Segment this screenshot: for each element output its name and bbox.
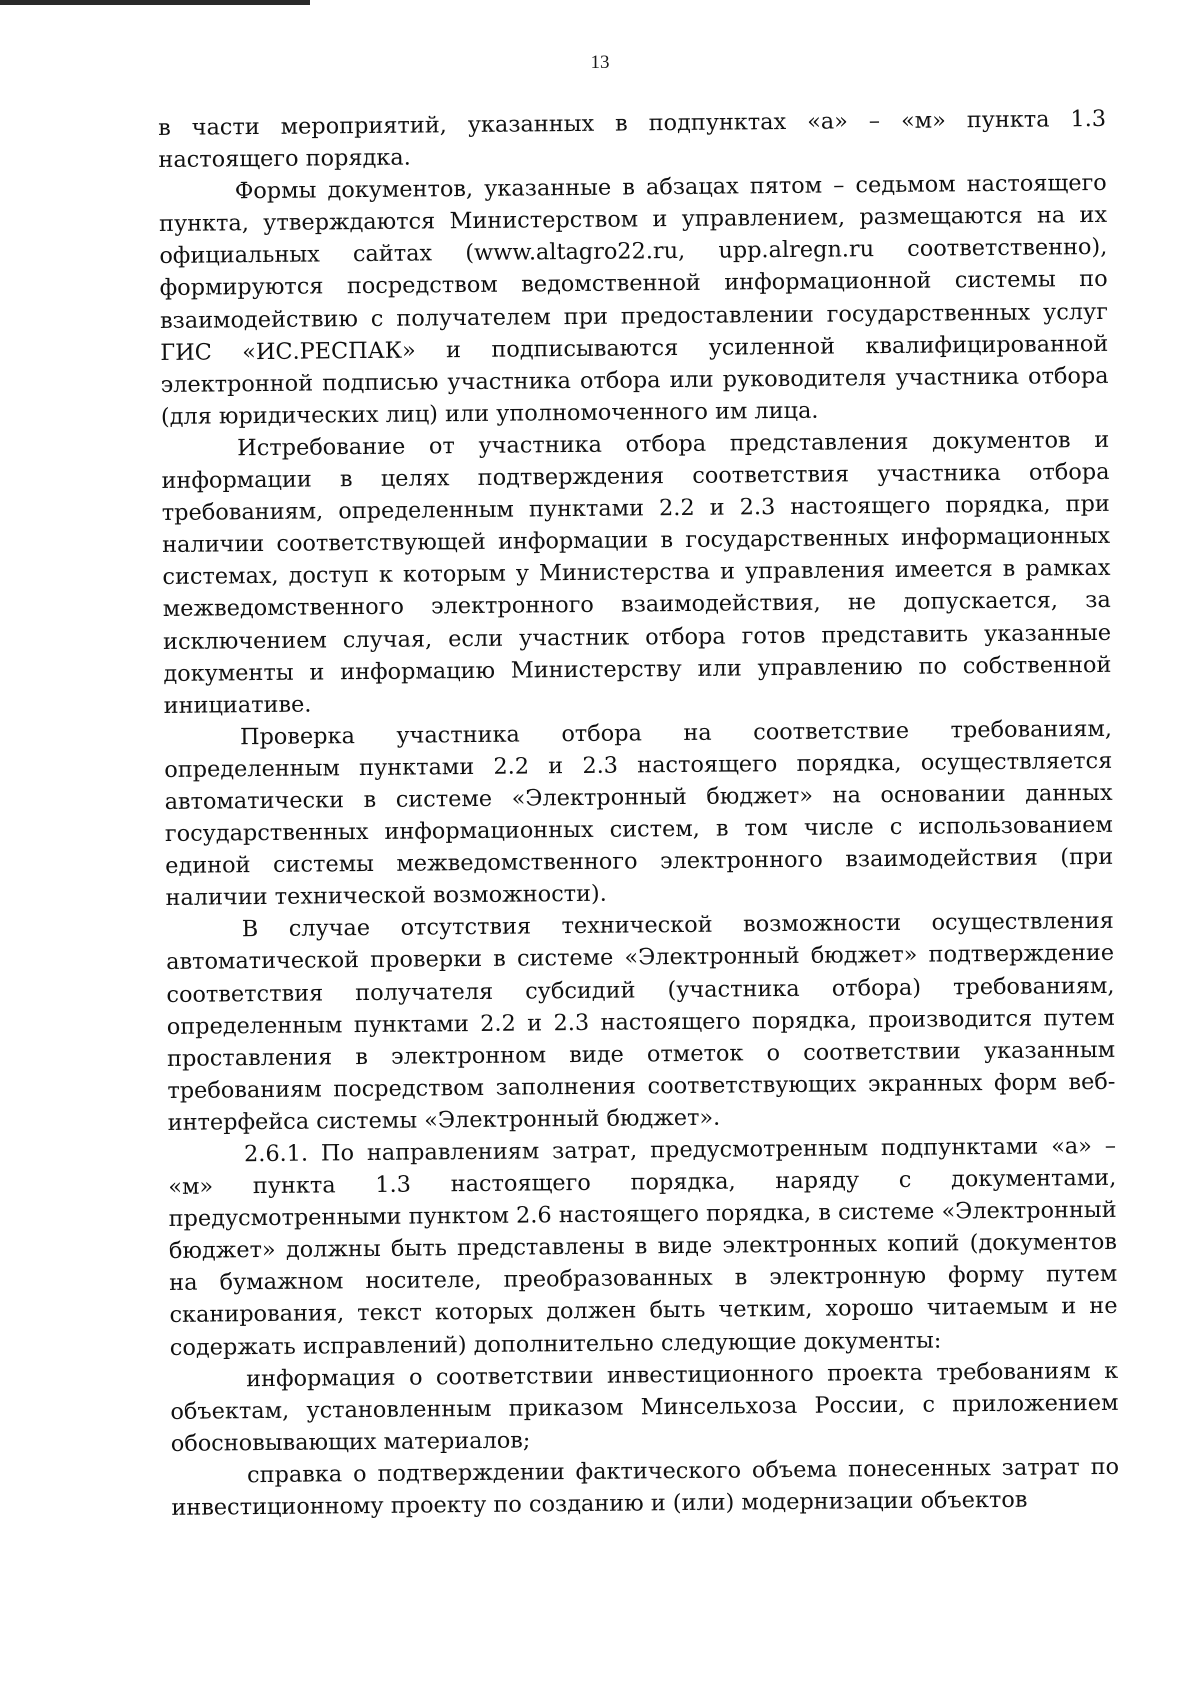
list-item-cost-certificate: справка о подтверждении фактического объема понесенных затрат по инвестиционному проекту по созданию и (или) модернизации объектов xyxy=(171,1453,1120,1521)
paragraph-continuation: в части мероприятий, указанных в подпунктах «а» – «м» пункта 1.3 настоящего порядка. xyxy=(158,105,1107,174)
list-item-compliance-info: информация о соответствии инвестиционного проекта требованиям к объектам, установленным приказом Минсельхоза России, с приложением обосновывающих материалов; xyxy=(170,1357,1119,1457)
paragraph-automatic-check: Проверка участника отбора на соответствие требованиям, определенным пунктами 2.2 и 2.3 настоящего порядка, осуществляется автоматически в системе «Электронный бюджет» на основании данных государственных информационных систем, в том числе с использованием единой системы межведомственного электронного взаимодействия (при наличии технической возможности). xyxy=(164,715,1114,912)
document-body xyxy=(158,103,1120,1524)
paragraph-section-2-6-1: 2.6.1. По направлениям затрат, предусмотренным подпунктами «а» – «м» пункта 1.3 настоящего порядка, наряду с документами, предусмотренными пунктом 2.6 настоящего порядка, в системе «Электронный бюджет» должны быть представлены в виде электронных копий (документов на бумажном носителе, преобразованных в электронную форму путем сканирования, текст которых должен быть четким, хорошо читаемым и не содержать исправлений) дополнительно следующие документы: xyxy=(168,1132,1118,1361)
scan-edge-mark xyxy=(0,0,310,5)
paragraph-document-forms: Формы документов, указанные в абзацах пятом – седьмом настоящего пункта, утверждаются Министерством и управлением, размещаются на их официальных сайтах (www.altagro22.ru, upp.alregn.ru соответственно), формируются посредством ведомственной информационной системы по взаимодействию с получателем при предоставлении государственных услуг ГИС «ИС.РЕСПАК» и подписываются усиленной квалифицированной электронной подписью участника отбора или руководителя участника отбора (для юридических лиц) или уполномоченного им лица. xyxy=(158,170,1109,430)
paragraph-document-request: Истребование от участника отбора представления документов и информации в целях подтверждения соответствия участника отбора требованиям, определенным пунктами 2.2 и 2.3 настоящего порядка, при наличии соответствующей информации в государственных информационных системах, доступ к которым у Министерства и управления имеется в рамках межведомственного электронного взаимодействия, не допускается, за исключением случая, если участник отбора готов представить указанные документы и информацию Министерству или управлению по собственной инициативе. xyxy=(161,426,1112,719)
paragraph-manual-check: В случае отсутствия технической возможности осуществления автоматической проверки в системе «Электронный бюджет» подтверждение соответствия получателя субсидий (участника отбора) требованиям, определенным пунктами 2.2 и 2.3 настоящего порядка, производится путем проставления в электронном виде отметок о соответствии указанным требованиям посредством заполнения соответствующих экранных форм веб-интерфейса системы «Электронный бюджет». xyxy=(166,908,1116,1136)
page-number: 13 xyxy=(590,52,610,73)
